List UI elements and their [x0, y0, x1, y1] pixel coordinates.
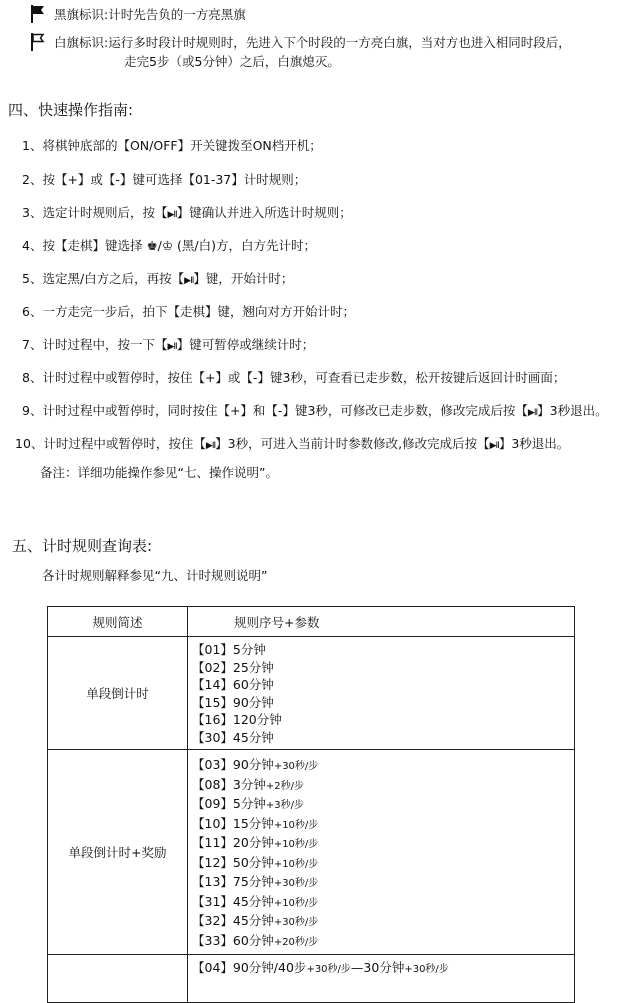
rule-code: 【12】	[192, 854, 233, 870]
table-row	[48, 637, 575, 750]
rule-code: 【02】	[192, 659, 233, 675]
black-flag-desc: 计时先告负的一方亮黑旗	[108, 7, 246, 22]
rule-desc: 单段倒计时+奖励	[48, 750, 188, 955]
play-pause-icon: ▶II	[205, 441, 216, 451]
rule-code: 【11】	[192, 835, 233, 850]
section5-subtitle: 各计时规则解释参见“九、计时规则说明”	[42, 568, 268, 583]
step-text: 一方走完一步后，拍下【走棋】键，翘向对方开始计时；	[42, 304, 355, 319]
play-pause-icon: ▶II	[167, 342, 177, 352]
rule-item	[192, 694, 574, 712]
rule-code: 【03】	[192, 757, 233, 772]
rule-main-2: —30分钟	[350, 960, 405, 975]
rule-bonus: +3秒/步	[265, 800, 304, 811]
rule-code: 【10】	[192, 815, 233, 831]
white-flag-row	[30, 33, 571, 71]
rule-item	[192, 756, 574, 776]
rule-code: 【09】	[192, 796, 233, 811]
rule-desc	[48, 955, 188, 1003]
step-text: 】键确认并进入所选计时规则；	[176, 205, 352, 220]
step-item	[22, 170, 306, 188]
rule-item	[192, 676, 574, 694]
step-text: 按【+】或【-】键可选择【01-37】计时规则；	[42, 172, 307, 187]
rule-main: 45分钟	[232, 729, 274, 745]
rule-main: 75分钟	[232, 874, 274, 889]
step-item	[22, 401, 608, 419]
rules-table-body	[48, 637, 575, 1003]
step-item	[22, 203, 352, 221]
rule-main: 90分钟	[232, 694, 274, 710]
white-flag-text	[54, 33, 571, 71]
rule-item	[192, 834, 574, 854]
rule-bonus: +30秒/步	[273, 761, 319, 772]
play-pause-icon: ▶II	[527, 408, 538, 418]
step-item	[22, 136, 322, 154]
rule-item	[192, 873, 574, 893]
step-text: 计时过程中或暂停时，按住【+】或【-】键3秒，可查看已走步数，松开按键后返回计时画面；	[42, 370, 566, 385]
play-pause-icon: ▶II	[184, 276, 194, 286]
rule-item	[192, 893, 574, 913]
step-text: 计时过程中或暂停时，同时按住【+】和【-】键3秒，可修改已走步数，修改完成后按【	[42, 403, 528, 418]
step-text: 】3秒退出。	[498, 436, 570, 451]
rule-item	[192, 659, 574, 677]
rules-table-header	[48, 607, 575, 637]
rule-main: 90分钟	[232, 757, 274, 772]
table-row	[48, 955, 575, 1003]
rule-code: 【16】	[192, 712, 233, 727]
black-flag-icon	[30, 5, 46, 23]
step-number: 2、	[22, 172, 43, 187]
step-text: 选定计时规则后，按【	[42, 205, 168, 220]
rule-main: 5分钟	[232, 642, 266, 657]
rule-code: 【04】	[192, 960, 233, 975]
white-flag-icon	[30, 33, 46, 51]
rule-bonus: +2秒/步	[265, 780, 304, 792]
step-number: 5、	[22, 271, 43, 286]
rule-item	[192, 912, 574, 932]
step-text: 计时过程中或暂停时，按住【	[43, 436, 206, 451]
white-flag-desc-2: 走完5步（或5分钟）之后，白旗熄灭。	[124, 54, 340, 69]
step-item	[22, 236, 316, 254]
step-item	[22, 302, 355, 320]
step-text: 计时过程中，按一下【	[42, 337, 168, 352]
section4-title: 四、快速操作指南:	[8, 101, 134, 119]
rule-main: 50分钟	[232, 854, 274, 870]
rules-table	[47, 606, 575, 1003]
step-text: 】3秒退出。	[537, 403, 608, 418]
rule-bonus: +30秒/步	[273, 878, 319, 889]
rule-main: 5分钟	[232, 796, 266, 811]
rule-bonus: +10秒/步	[273, 839, 319, 850]
step-item	[22, 335, 314, 353]
white-flag-desc: 运行多时段计时规则时，先进入下个时段的一方亮白旗，当对方也进入相同时段后，	[108, 35, 571, 50]
rule-main: 20分钟	[232, 835, 274, 850]
rule-item	[192, 795, 574, 815]
rule-code: 【33】	[192, 932, 233, 948]
step-number: 3、	[22, 205, 43, 220]
rule-code: 【13】	[192, 874, 233, 889]
black-flag-label: 黑旗标识:	[54, 7, 109, 22]
section4-note: 备注：详细功能操作参见“七、操作说明”。	[40, 465, 278, 480]
rule-code: 【32】	[192, 913, 233, 928]
rule-item	[192, 959, 574, 979]
rule-bonus: +10秒/步	[273, 819, 319, 831]
step-item	[22, 269, 293, 287]
rule-main: 15分钟	[232, 815, 274, 831]
step-item	[22, 368, 565, 386]
rule-item	[192, 711, 574, 729]
table-row	[48, 750, 575, 955]
rule-items	[188, 955, 575, 1003]
section5-title: 五、计时规则查询表:	[12, 537, 153, 555]
play-pause-icon: ▶II	[167, 210, 177, 220]
black-flag-row	[30, 5, 246, 24]
step-item	[15, 434, 569, 452]
rule-bonus-2: +30秒/步	[404, 964, 449, 975]
step-text: 】3秒，可进入当前计时参数修改,修改完成后按【	[215, 436, 490, 451]
white-flag-label: 白旗标识:	[54, 35, 109, 50]
step-number: 7、	[22, 337, 43, 352]
rule-main: 120分钟	[232, 712, 282, 727]
rule-items	[188, 637, 575, 750]
step-text: 将棋钟底部的【ON/OFF】开关键拨至ON档开机；	[42, 138, 322, 153]
step-number: 8、	[22, 370, 43, 385]
rule-item	[192, 776, 574, 796]
header-params: 规则序号+参数	[188, 607, 575, 637]
rule-main: 45分钟	[232, 893, 274, 909]
rule-bonus: +30秒/步	[273, 917, 319, 928]
play-pause-icon: ▶II	[489, 441, 499, 451]
rule-item	[192, 729, 574, 747]
rule-code: 【30】	[192, 729, 233, 745]
rule-items	[188, 750, 575, 955]
rule-main: 45分钟	[232, 913, 274, 928]
step-text: 】键，开始计时；	[193, 271, 294, 286]
step-text: 按【走棋】键选择	[42, 238, 143, 253]
rule-code: 【31】	[192, 893, 233, 909]
step-number: 4、	[22, 238, 43, 253]
step-text: 】键可暂停或继续计时；	[176, 337, 315, 352]
rule-item	[192, 641, 574, 659]
step-number: 6、	[22, 304, 43, 319]
rule-code: 【01】	[192, 642, 233, 657]
step-text: (黑/白)方，白方先计时；	[177, 238, 317, 253]
rule-bonus: +10秒/步	[273, 897, 319, 909]
step-number: 1、	[22, 138, 43, 153]
rule-bonus: +10秒/步	[273, 858, 319, 870]
rule-item	[192, 815, 574, 835]
king-icon: ♚/♔	[142, 238, 178, 253]
rule-bonus: +30秒/步	[306, 964, 351, 975]
rule-main: 90分钟/40步	[232, 960, 307, 975]
rule-item	[192, 932, 574, 952]
rule-code: 【15】	[192, 694, 233, 710]
step-number: 9、	[22, 403, 43, 418]
rule-main: 25分钟	[232, 659, 274, 675]
black-flag-text	[54, 5, 246, 24]
header-desc: 规则简述	[48, 607, 188, 637]
step-text: 选定黑/白方之后，再按【	[42, 271, 185, 286]
rule-code: 【08】	[192, 776, 233, 792]
rule-item	[192, 854, 574, 874]
step-number: 10、	[15, 436, 44, 451]
rule-main: 60分钟	[232, 677, 274, 692]
rule-main: 3分钟	[232, 776, 266, 792]
rule-code: 【14】	[192, 677, 233, 692]
rule-desc: 单段倒计时	[48, 637, 188, 750]
rule-bonus: +20秒/步	[273, 936, 319, 948]
rule-main: 60分钟	[232, 932, 274, 948]
